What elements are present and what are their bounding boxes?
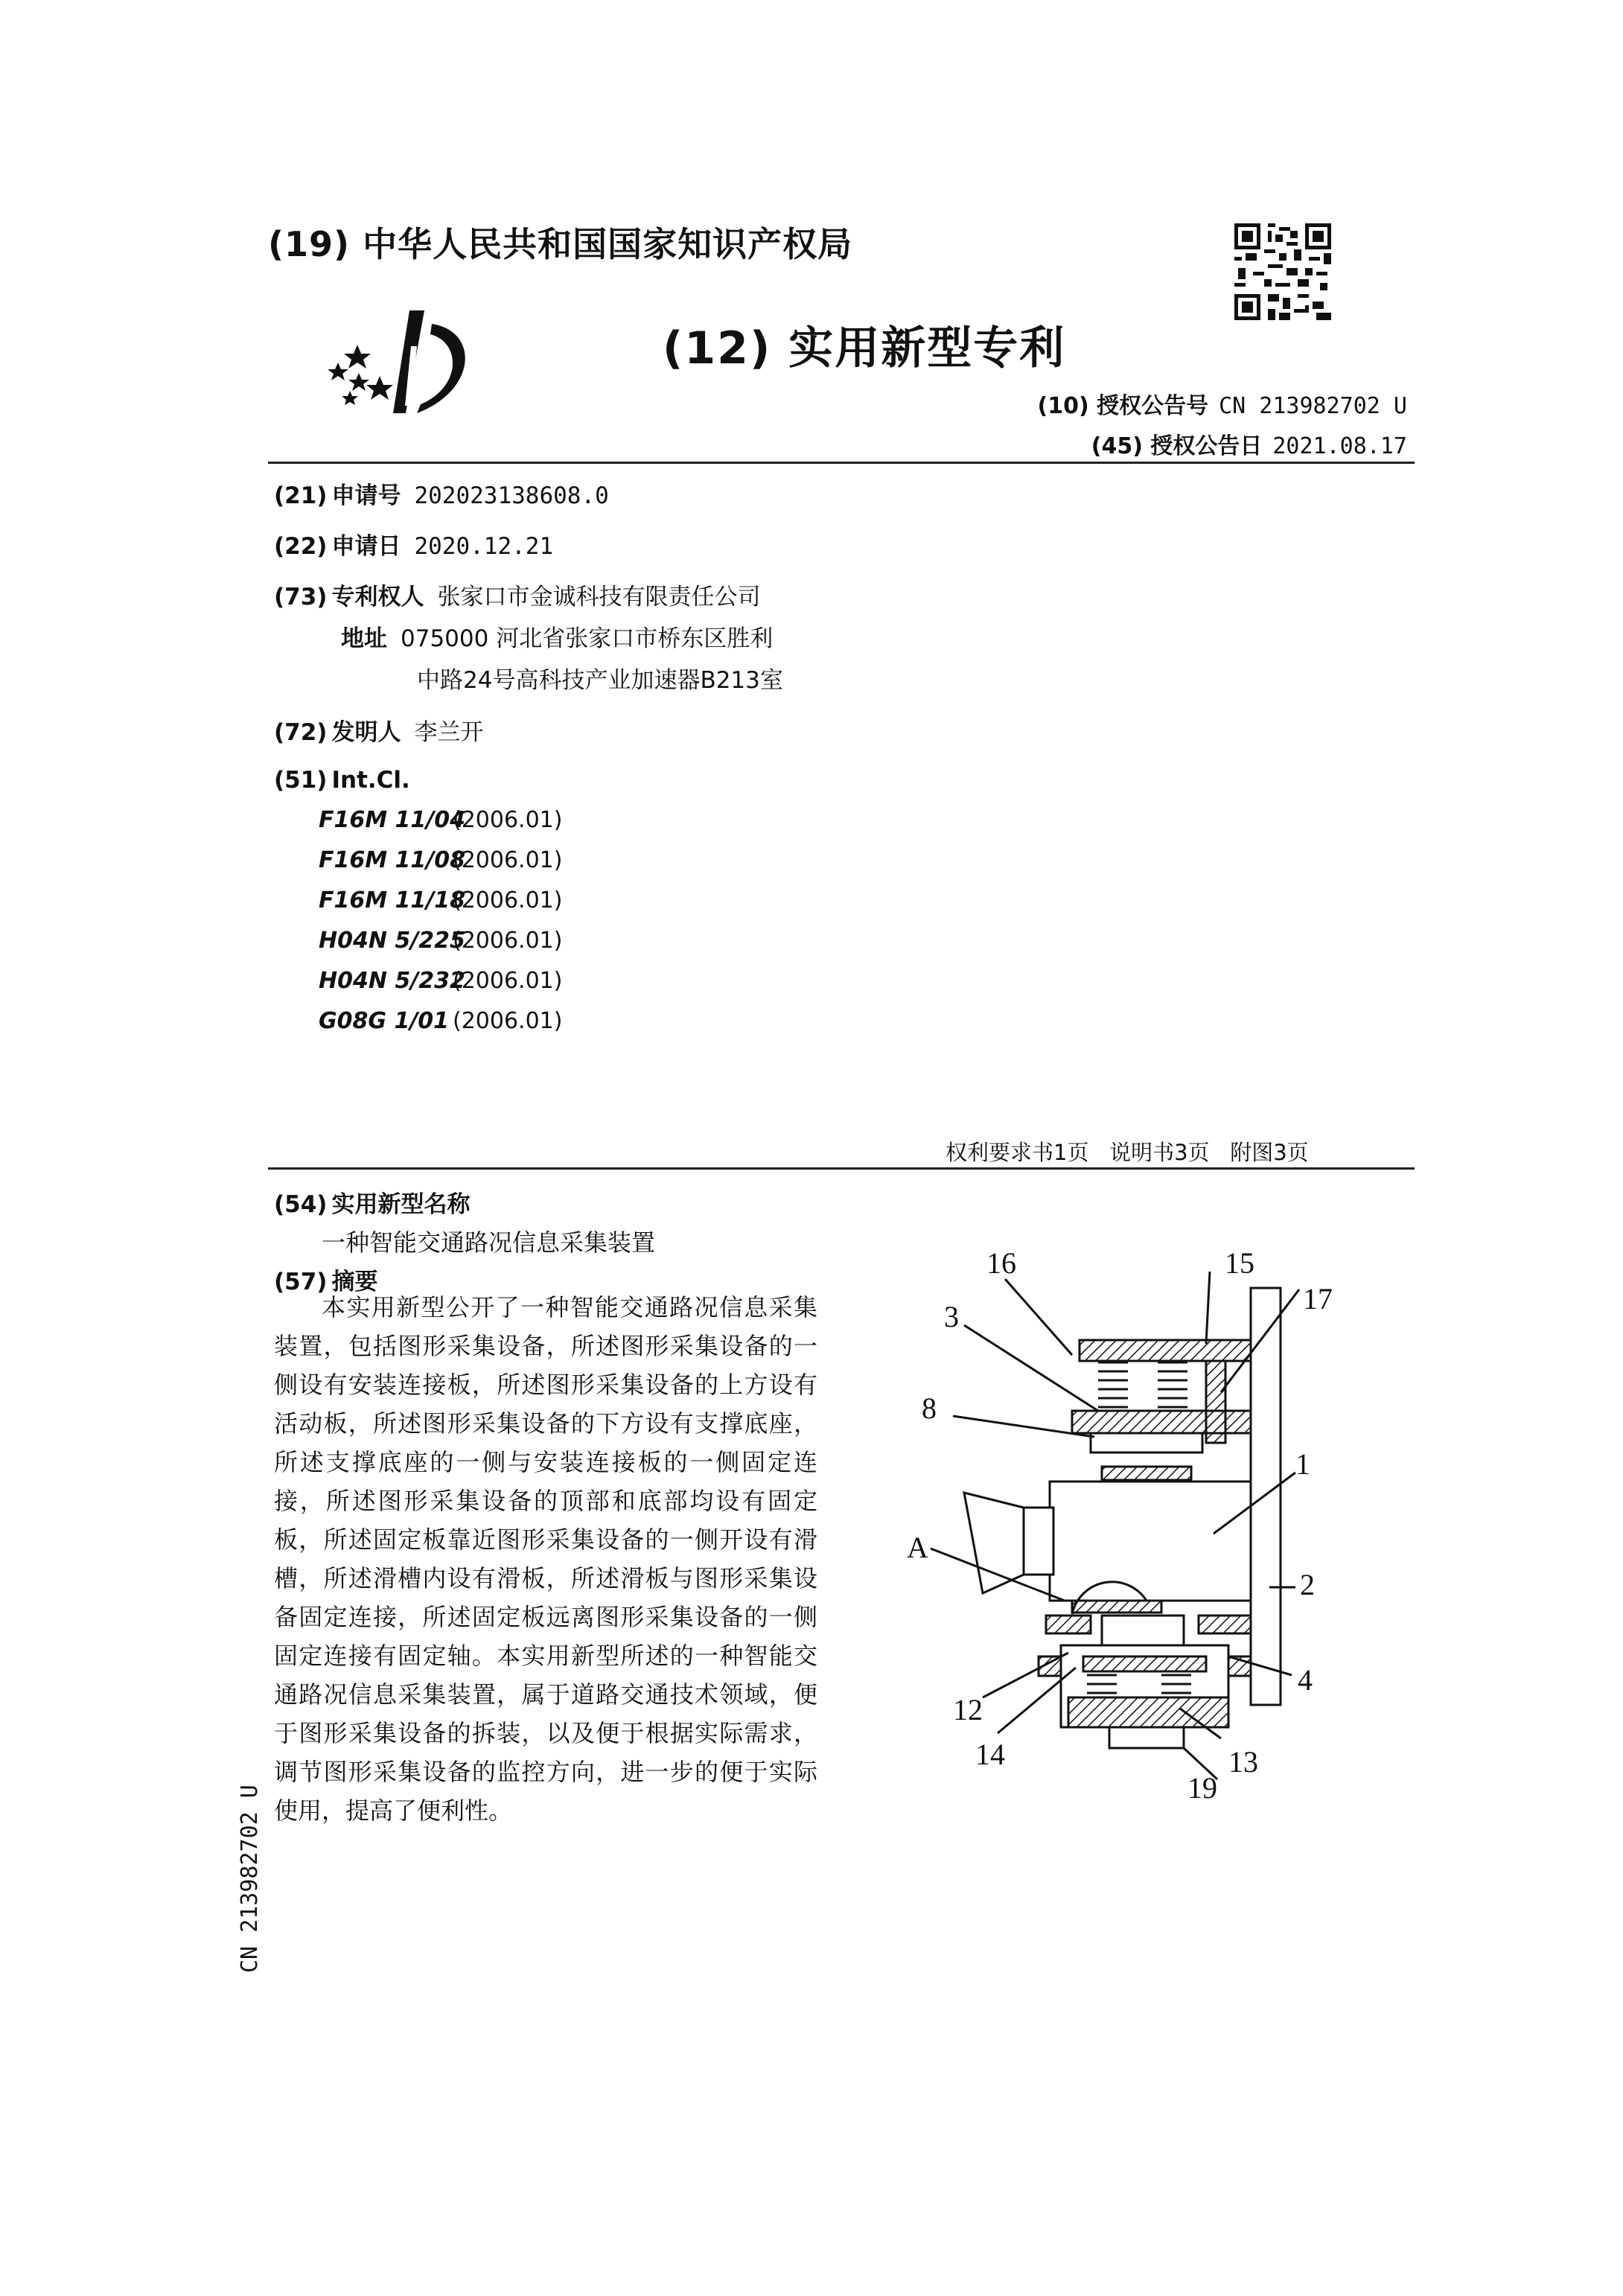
camera-lens [1024,1508,1053,1575]
field-code: (21) [274,482,328,509]
application-date-field [274,527,553,561]
ipc-code: H04N 5/225 [319,928,465,954]
label-13: 13 [1228,1745,1258,1779]
office-name: (19) 中华人民共和国国家知识产权局 [268,224,853,264]
inventor-field [274,713,483,747]
ipc-version: (2006.01) [453,928,563,954]
field-value: 李兰开 [414,719,484,746]
camera-body [1050,1482,1251,1601]
header-divider [268,462,1415,464]
top-fixed-plate [1080,1340,1251,1361]
utility-title: 一种智能交通路况信息采集装置 [322,1228,656,1257]
field-label: 申请号 [331,482,401,509]
patentee-field [274,578,760,611]
application-number-field [274,476,609,510]
star-icon [348,373,369,391]
star-icon [366,376,393,400]
spring [1158,1362,1187,1407]
label-12: 12 [953,1693,983,1726]
ipc-version: (2006.01) [453,887,563,913]
ipc-entry [319,847,562,873]
field-label: Int.Cl. [331,767,410,794]
upper-connector [1091,1433,1202,1452]
section-divider [268,1167,1415,1170]
upper-slide-plate [1102,1467,1191,1480]
lower-fixed-plate-left [1046,1616,1091,1633]
base-bottom-plate [1068,1697,1228,1727]
star-icon [342,391,358,405]
label-1: 1 [1295,1447,1310,1481]
field-label: 实用新型名称 [331,1191,471,1218]
ipc-version: (2006.01) [453,847,563,873]
label-4: 4 [1298,1663,1313,1697]
base-foot [1109,1727,1184,1748]
publication-number: CN 213982702 U [1219,393,1407,419]
field-value: 202023138608.0 [414,482,609,509]
field-label: 专利权人 [331,584,424,610]
label-2: 2 [1300,1568,1315,1601]
lower-slide-plate [1072,1601,1161,1613]
ipc-code: G08G 1/01 [319,1008,450,1034]
field-code: (57) [274,1269,328,1295]
field-code: (72) [274,719,328,746]
ipc-entry [319,887,562,913]
device-drawing [879,1251,1415,1817]
address-line-1: 075000 河北省张家口市桥东区胜利 [401,625,774,652]
publication-date-label: (45) 授权公告日 [1091,433,1263,459]
publication-number-label: (10) 授权公告号 [1037,393,1209,419]
publication-date: 2021.08.17 [1272,433,1407,459]
document-type: (12) 实用新型专利 [663,322,1066,374]
ipc-version: (2006.01) [453,807,563,833]
side-number-text: CN 213982702 U [237,1785,263,1973]
star-icon [344,345,371,369]
label-14: 14 [975,1738,1005,1771]
field-label: 发明人 [331,719,401,746]
label-3: 3 [944,1300,959,1333]
lower-fixed-plate-right [1199,1616,1251,1633]
label-A: A [907,1531,928,1564]
field-code: (54) [274,1191,328,1218]
ipc-code: F16M 11/18 [319,887,465,913]
address-line-2: 中路24号高科技产业加速器B213室 [417,667,783,694]
camera-hood [964,1493,1024,1593]
page-count-info: 权利要求书1页 说明书3页 附图3页 [946,1140,1309,1165]
label-16: 16 [986,1251,1016,1280]
publication-date-row [1091,427,1407,460]
label-8: 8 [922,1391,937,1425]
ipc-entry [319,1008,562,1034]
field-label: 地址 [341,625,387,652]
publication-number-row [1038,387,1408,420]
ipc-version: (2006.01) [453,968,563,994]
movable-plate [1072,1411,1251,1433]
field-label: 申请日 [331,533,401,560]
ipc-entry [319,968,562,994]
qr-code [1234,223,1331,320]
mounting-plate [1251,1288,1281,1705]
field-code: (73) [274,584,328,610]
field-value: 张家口市金诚科技有限责任公司 [437,584,761,610]
ipc-entry [319,807,562,833]
field-value: 2020.12.21 [414,533,554,560]
base-inner [1083,1656,1206,1671]
star-icon [328,363,348,380]
abstract-paragraph: 本实用新型公开了一种智能交通路况信息采集装置，包括图形采集设备，所述图形采集设备的一侧设有安装连接板，所述图形采集设备的上方设有活动板，所述图形采集设备的下方设有支撑底座，所述支撑底座的一侧与安装连接板的一侧固定连接，所述图形采集设备的顶部和底部均设有固定板，所述固定板靠近图形采集设备的一侧开设有滑槽，所述滑槽内设有滑板，所述滑板与图形采集设备固定连接，所述固定板远离图形采集设备的一侧固定连接有固定轴。本实用新型所述的一种智能交通路况信息采集装置，属于道路交通技术领域，便于图形采集设备的拆装，以及便于根据实际需求，调节图形采集设备的监控方向，进一步的便于实际使用，提高了便利性。 [274,1293,817,1825]
cnipa-logo [328,302,499,428]
label-19: 19 [1187,1771,1217,1805]
label-15: 15 [1225,1251,1254,1280]
field-code: (51) [274,767,328,794]
ipc-version: (2006.01) [453,1008,563,1034]
ipc-code: F16M 11/08 [319,847,465,873]
ipc-entry [319,928,562,954]
label-17: 17 [1303,1282,1333,1316]
field-code: (22) [274,533,328,560]
field-label: 摘要 [331,1269,378,1295]
spring [1098,1362,1128,1407]
address-field [337,619,773,653]
ipc-code: H04N 5/232 [319,968,465,994]
ipc-code: F16M 11/04 [319,807,465,833]
abstract-text [274,1288,817,1830]
int-cl-field [274,767,410,794]
utility-title-heading [274,1185,470,1219]
